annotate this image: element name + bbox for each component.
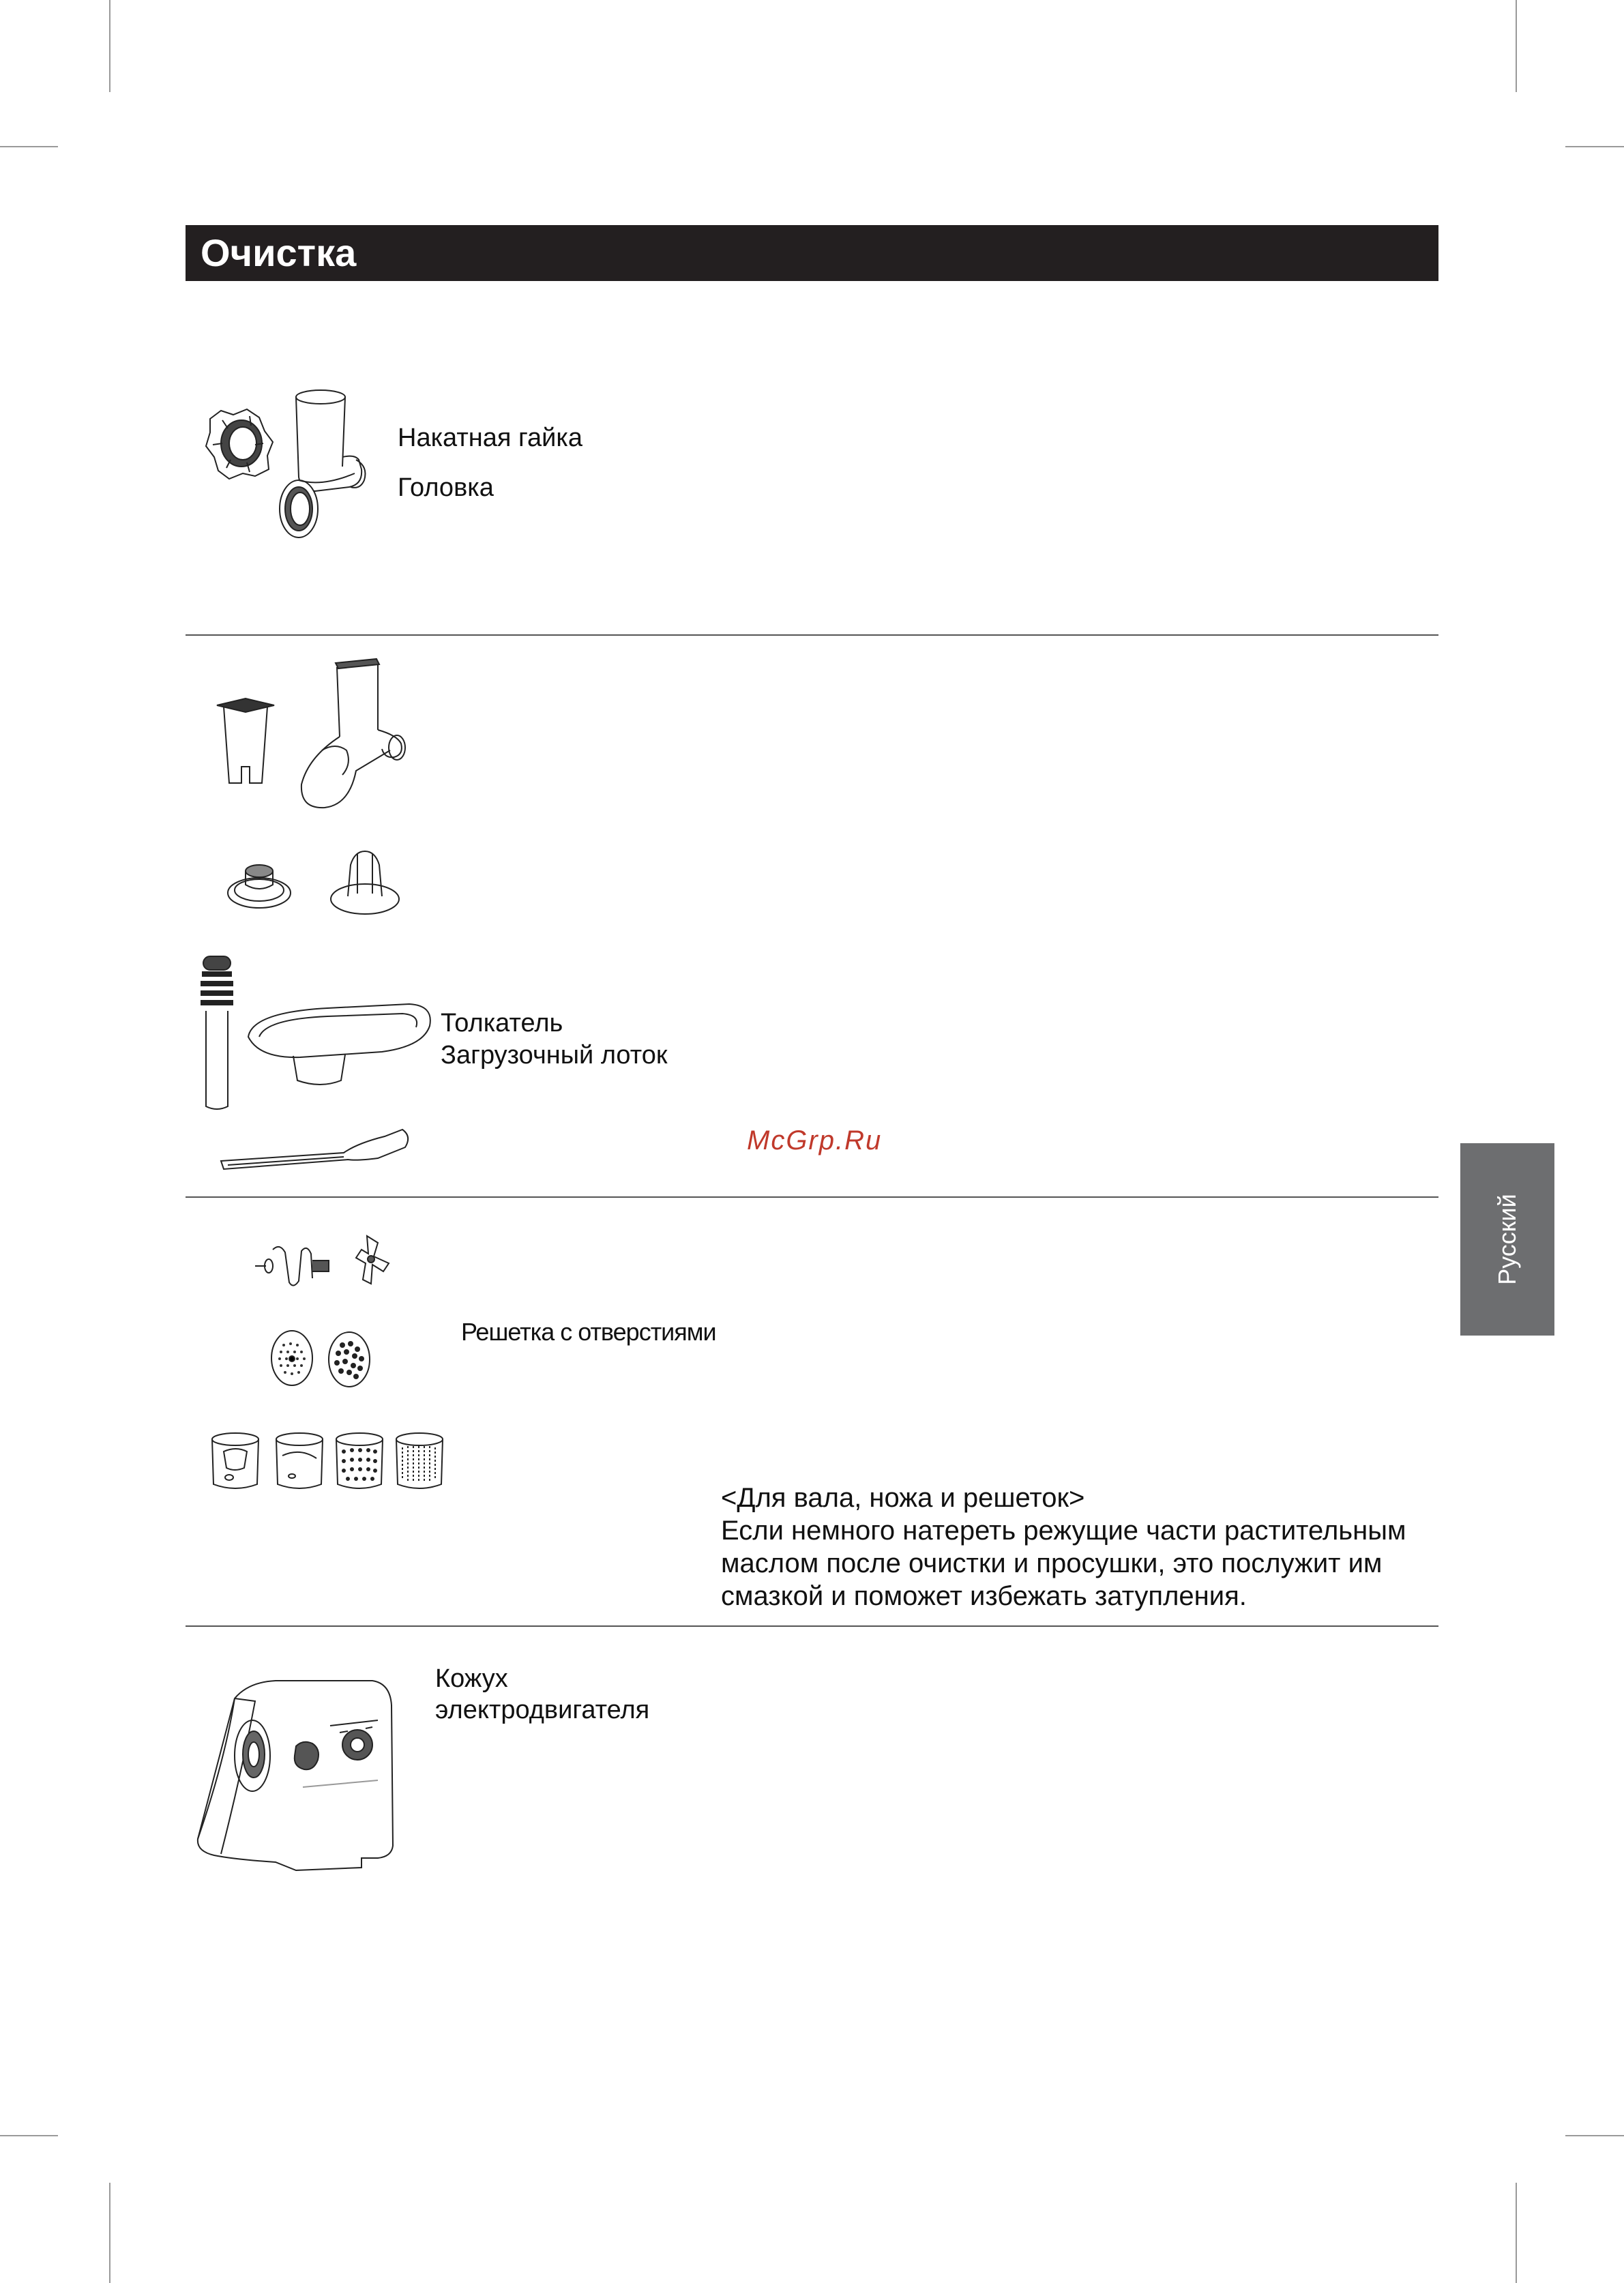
crop-mark: [109, 0, 110, 92]
drive-cone-illustration: [327, 849, 402, 917]
coarse-plate-illustration: [326, 1330, 372, 1389]
crop-mark: [109, 2183, 110, 2283]
crop-mark: [1516, 0, 1517, 92]
fine-plate-illustration: [269, 1329, 315, 1387]
lubrication-note: [721, 1482, 1406, 1612]
grinder-head-illustration: [274, 389, 370, 542]
motor-housing-illustration: [194, 1678, 402, 1876]
page-title: Очистка: [201, 231, 357, 274]
label-perforated-plate: Решетка с отверстиями: [461, 1318, 716, 1346]
crop-mark: [1565, 2135, 1624, 2136]
drum-4-illustration: [393, 1431, 446, 1492]
label-head: Головка: [398, 473, 494, 502]
section-header: [186, 225, 1438, 281]
crop-mark: [0, 2135, 58, 2136]
note-heading: <Для вала, ножа и решеток>: [721, 1483, 1085, 1513]
crop-mark: [1565, 146, 1624, 147]
crop-mark: [1516, 2183, 1517, 2283]
language-tab: [1460, 1143, 1554, 1336]
note-line: Если немного натереть режущие части растительным: [721, 1516, 1406, 1546]
pusher-illustration: [196, 954, 237, 1112]
drum-1-illustration: [209, 1431, 262, 1492]
knurled-nut-illustration: [202, 405, 277, 482]
pusher-cup-illustration: [214, 698, 277, 784]
knife-illustration: [353, 1233, 392, 1286]
drum-3-illustration: [333, 1431, 386, 1492]
note-line: смазкой и поможет избежать затупления.: [721, 1581, 1247, 1611]
watermark: McGrp.Ru: [747, 1125, 883, 1155]
label-motor-housing-2: электродвигателя: [435, 1696, 650, 1724]
label-knurled-nut: Накатная гайка: [398, 424, 582, 452]
spatula-illustration: [214, 1116, 412, 1170]
label-feeding-tray: Загрузочный лоток: [441, 1041, 668, 1070]
slicer-body-illustration: [295, 655, 411, 812]
section-divider: [186, 1625, 1438, 1627]
label-pusher: Толкатель: [441, 1009, 563, 1037]
language-tab-label: Русский: [1493, 1194, 1521, 1285]
feeding-tray-illustration: [246, 999, 437, 1089]
drum-2-illustration: [273, 1431, 326, 1492]
crop-mark: [0, 146, 58, 147]
note-line: маслом после очистки и просушки, это послужит им: [721, 1548, 1383, 1578]
cap-illustration: [225, 856, 293, 911]
section-divider: [186, 1196, 1438, 1198]
screw-shaft-illustration: [252, 1240, 334, 1289]
section-divider: [186, 634, 1438, 636]
label-motor-housing-1: Кожух: [435, 1664, 508, 1693]
